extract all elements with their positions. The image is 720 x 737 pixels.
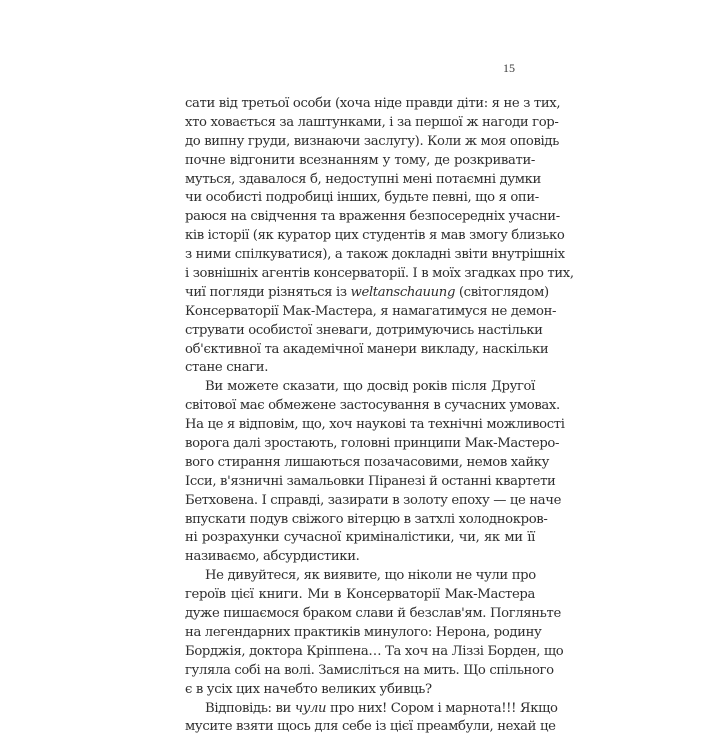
text-line: Борджія, доктора Кріппена… Та хоч на Ліззі Борден, що <box>185 643 564 659</box>
page-number: 15 <box>503 61 515 75</box>
body-text <box>185 95 574 737</box>
text-line: ків історії (як куратор цих студентів я мав змогу близько <box>185 228 565 244</box>
text-line: ворога далі зростають, головні принципи Мак-Мастеро- <box>185 436 560 452</box>
text-line: героїв цієї книги. Ми в Консерваторії Мак-Мастера <box>185 587 535 603</box>
text-line: світової має обмежене застосування в сучасних умовах. <box>185 398 560 414</box>
text-line: чи особисті подробиці інших, будьте певні, що я опи- <box>185 190 539 206</box>
text-line: вого стирання лишаються позачасовими, немов хайку <box>185 454 550 470</box>
text-segment: чиї погляди різняться із <box>185 284 351 300</box>
text-line: мусите взяти щось для себе із цієї преамбули, нехай це <box>185 719 556 735</box>
text-line: Ісси, в'язничні замальовки Піранезі й останні квартети <box>185 473 556 489</box>
text-line: ні розрахунки сучасної криміналістики, чи, як ми її <box>185 530 535 546</box>
text-line: струвати особистої зневаги, дотримуючись настільки <box>185 322 543 338</box>
text-line: з ними спілкуватися), а також докладні звіти внутрішніх <box>185 247 565 263</box>
text-line: На це я відповім, що, хоч наукові та технічні можливості <box>185 417 565 433</box>
text-line: об'єктивної та академічної манери викладу, наскільки <box>185 341 549 357</box>
text-line: називаємо, абсурдистики. <box>185 549 360 565</box>
text-line: гуляла собі на волі. Замисліться на мить. Що спільного <box>185 662 554 678</box>
text-line: стане снаги. <box>185 360 269 376</box>
text-line: на легендарних практиків минулого: Нерона, родину <box>185 624 542 640</box>
text-line: Консерваторії Мак-Мастера, я намагатимуся не демон- <box>185 303 557 319</box>
text-line <box>185 284 549 303</box>
text-segment: (світоглядом) <box>455 284 549 300</box>
paragraph-start-line: Не дивуйтеся, як виявите, що ніколи не чули про <box>205 568 536 584</box>
text-segment: Відповідь: ви <box>205 700 295 716</box>
text-line: до випну груди, визнаючи заслугу). Коли ж моя оповідь <box>185 133 560 149</box>
text-line: дуже пишаємося браком слави й безслав'ям. Погляньте <box>185 606 561 622</box>
text-segment: про них! Сором і марнота!!! Якщо <box>326 700 558 716</box>
text-line: раюся на свідчення та враження безпосередніх учасни- <box>185 209 560 225</box>
paragraph-start-line: Ви можете сказати, що досвід років після Другої <box>205 379 535 395</box>
text-line: і зовнішніх агентів консерваторії. І в моїх згадках про тих, <box>185 266 574 282</box>
italic-term: чули <box>294 700 327 716</box>
text-line: почне відгонити всезнанням у тому, де розкривати- <box>185 152 535 168</box>
text-line: Бетховена. І справді, зазирати в золоту епоху — це наче <box>185 492 562 508</box>
text-line: є в усіх цих начебто великих убивць? <box>185 681 432 697</box>
text-line: хто ховається за лаштунками, і за першої ж нагоди гор- <box>185 114 559 130</box>
text-line: впускати подув свіжого вітерцю в затхлі холоднокров- <box>185 511 548 527</box>
italic-term: weltanschauung <box>350 284 456 300</box>
text-line: сати від третьої особи (хоча ніде правди діти: я не з тих, <box>185 96 561 111</box>
paragraph-start-line <box>185 700 558 719</box>
text-line: муться, здавалося б, недоступні мені потаємні думки <box>185 171 541 187</box>
